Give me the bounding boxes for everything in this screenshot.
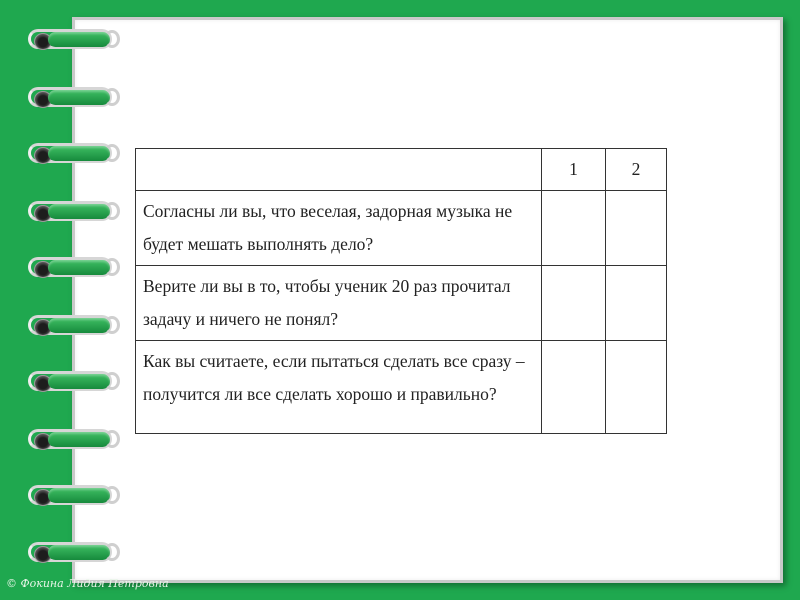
spiral-ring [28, 540, 116, 566]
question-cell: Согласны ли вы, что веселая, задорная музыка не будет мешать выполнять дело? [136, 191, 542, 266]
spiral-ring [28, 199, 116, 225]
table-row [136, 191, 667, 266]
answer-cell-1[interactable] [542, 191, 606, 266]
question-cell: Верите ли вы в то, чтобы ученик 20 раз прочитал задачу и ничего не понял? [136, 266, 542, 341]
spiral-ring [28, 427, 116, 453]
spiral-ring [28, 85, 116, 111]
question-cell: Как вы считаете, если пытаться сделать все сразу – получится ли все сделать хорошо и правильно? [136, 341, 542, 434]
table-header-row [136, 149, 667, 191]
answer-cell-1[interactable] [542, 266, 606, 341]
answer-cell-1[interactable] [542, 341, 606, 434]
questionnaire-table [135, 148, 667, 434]
spiral-ring [28, 255, 116, 281]
answer-cell-2[interactable] [606, 266, 667, 341]
table-row [136, 266, 667, 341]
spiral-ring [28, 141, 116, 167]
spiral-ring [28, 369, 116, 395]
answer-cell-2[interactable] [606, 341, 667, 434]
table-row [136, 341, 667, 434]
spiral-ring [28, 313, 116, 339]
header-cell-question [136, 149, 542, 191]
header-cell-1: 1 [542, 149, 606, 191]
author-credit: © Фокина Лидия Петровна [6, 577, 169, 590]
header-cell-2: 2 [606, 149, 667, 191]
spiral-ring [28, 483, 116, 509]
spiral-ring [28, 27, 116, 53]
answer-cell-2[interactable] [606, 191, 667, 266]
